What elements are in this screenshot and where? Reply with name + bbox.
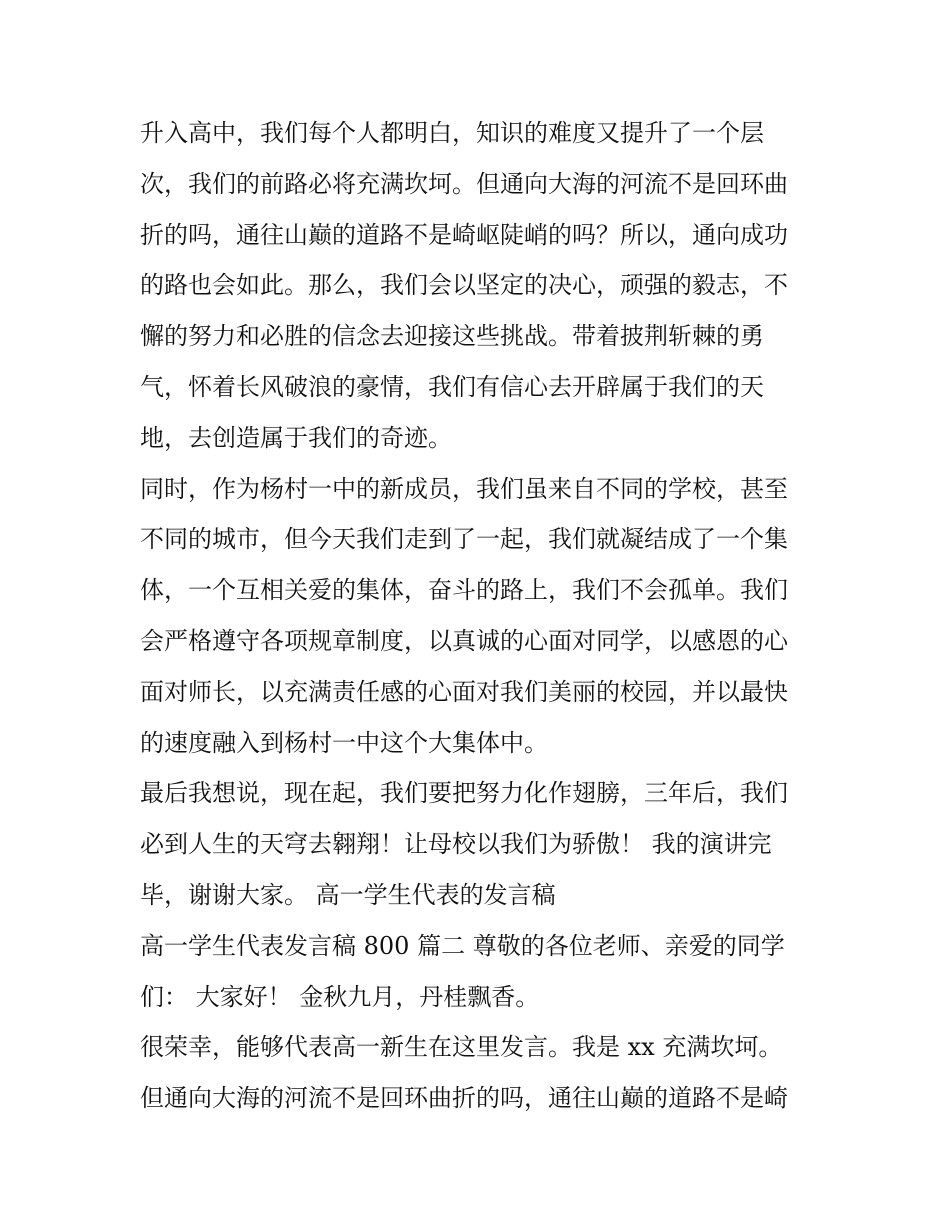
text-line: 必到人生的天穹去翱翔！让母校以我们为骄傲！ 我的演讲完 <box>140 830 772 859</box>
text-line: 但通向大海的河流不是回环曲折的吗，通往山巅的道路不是崎 <box>140 1084 788 1113</box>
text-line: 的速度融入到杨村一中这个大集体中。 <box>140 728 548 757</box>
text-line: 最后我想说，现在起，我们要把努力化作翅膀，三年后，我们 <box>140 779 788 808</box>
text-line: 升入高中，我们每个人都明白，知识的难度又提升了一个层 <box>140 119 764 147</box>
text-line: 折的吗，通往山巅的道路不是崎岖陡峭的吗？所以，通向成功 <box>140 220 788 249</box>
text-line: 很荣幸，能够代表高一新生在这里发言。我是 xx 充满坎坷。 <box>140 1033 783 1062</box>
text-line: 懈的努力和必胜的信念去迎接这些挑战。带着披荆斩棘的勇 <box>140 322 764 351</box>
text-line: 不同的城市，但今天我们走到了一起，我们就凝结成了一个集 <box>140 525 788 554</box>
text-line: 会严格遵守各项规章制度，以真诚的心面对同学，以感恩的心 <box>140 626 788 655</box>
text-line: 面对师长，以充满责任感的心面对我们美丽的校园，并以最快 <box>140 677 788 706</box>
text-line: 气，怀着长风破浪的豪情，我们有信心去开辟属于我们的天 <box>140 372 764 401</box>
text-line: 次，我们的前路必将充满坎坷。但通向大海的河流不是回环曲 <box>140 169 788 198</box>
text-line: 们： 大家好！ 金秋九月，丹桂飘香。 <box>140 982 540 1011</box>
text-line: 的路也会如此。那么，我们会以坚定的决心，顽强的毅志，不 <box>140 271 788 300</box>
text-line: 高一学生代表发言稿 800 篇二 尊敬的各位老师、亲爱的同学 <box>140 931 785 960</box>
text-line: 毕，谢谢大家。 高一学生代表的发言稿 <box>140 880 556 909</box>
text-line: 体，一个互相关爱的集体，奋斗的路上，我们不会孤单。我们 <box>140 576 788 605</box>
document-body <box>140 108 820 1124</box>
text-line: 地，去创造属于我们的奇迹。 <box>140 423 452 452</box>
text-line: 同时，作为杨村一中的新成员，我们虽来自不同的学校，甚至 <box>140 474 788 503</box>
